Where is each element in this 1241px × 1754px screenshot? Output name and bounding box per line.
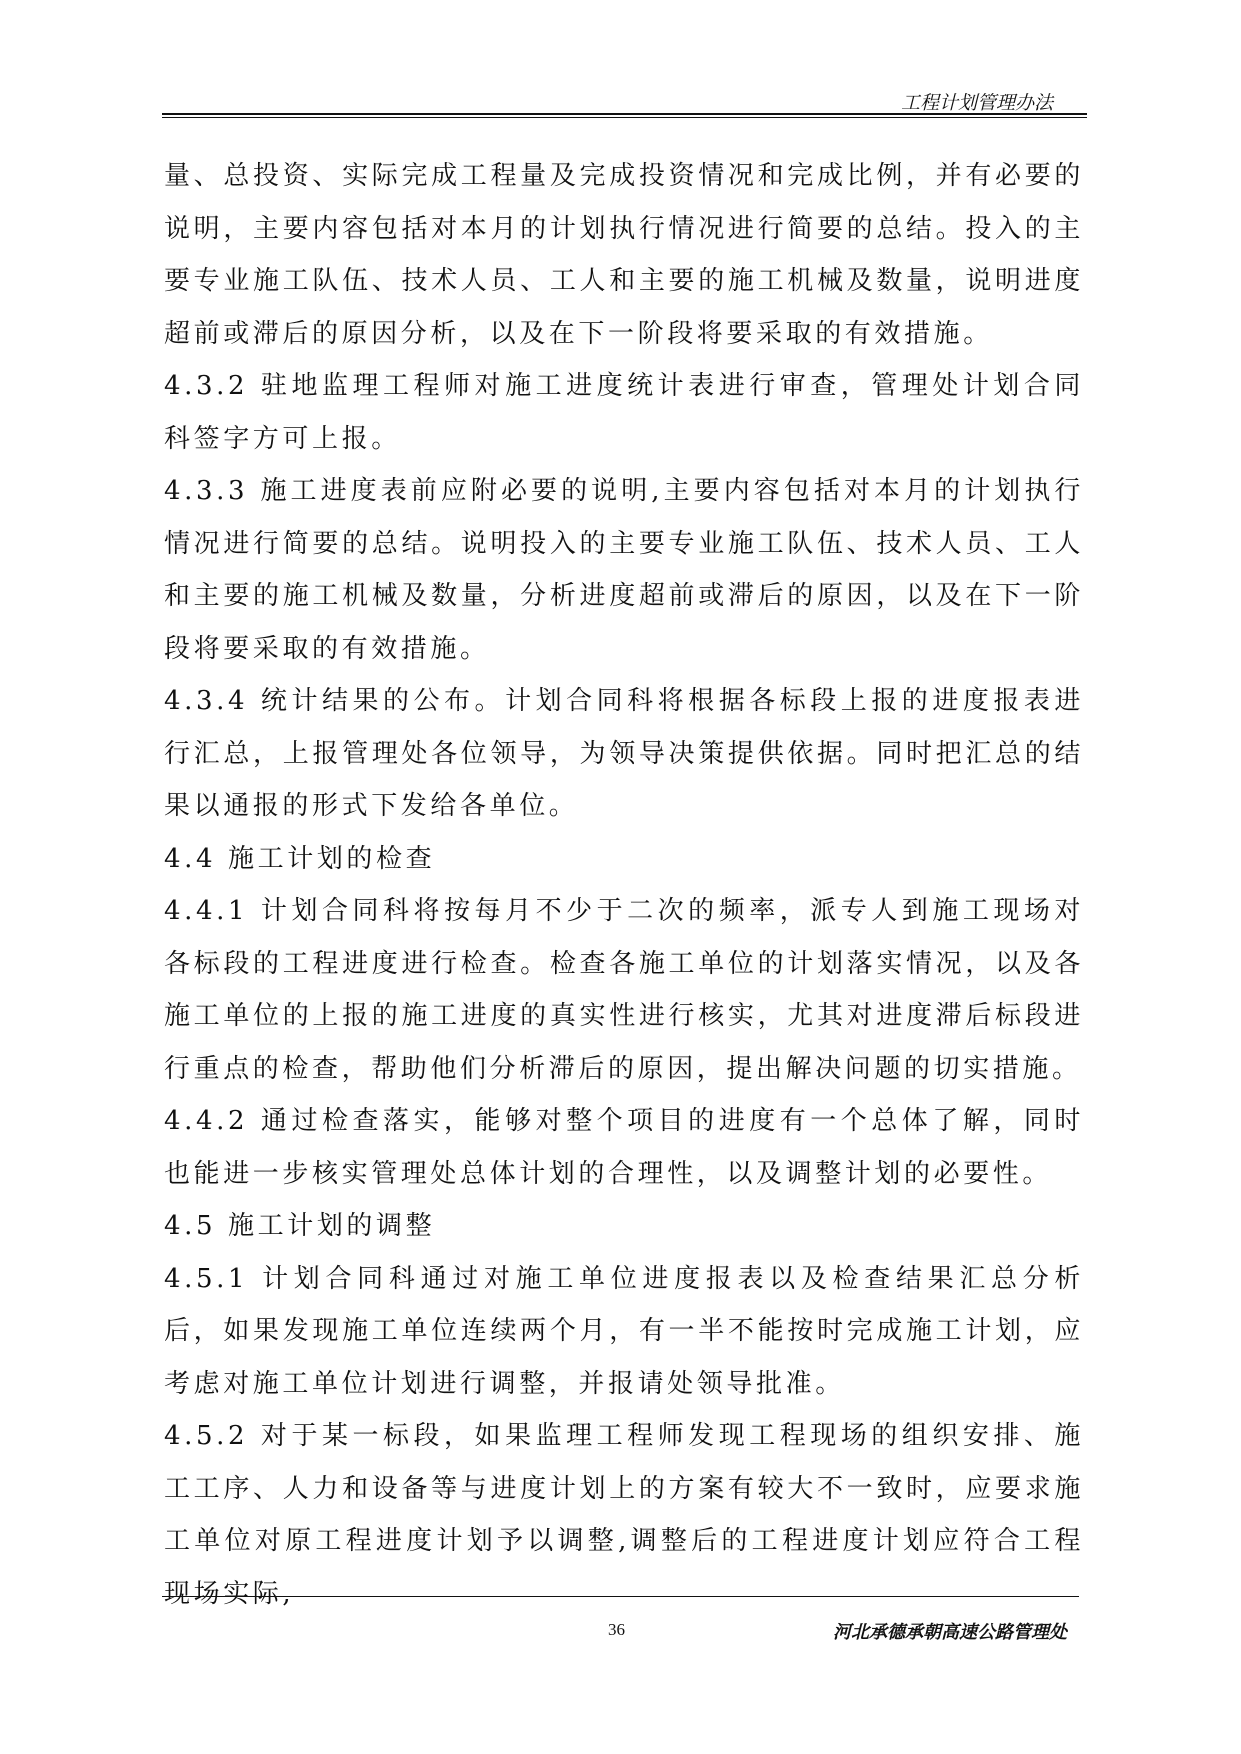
header-rule-thin [162, 117, 1087, 118]
body-paragraph: 4.5.1 计划合同科通过对施工单位进度报表以及检查结果汇总分析后，如果发现施工单位连续两个月，有一半不能按时完成施工计划，应考虑对施工单位计划进行调整，并报请处领导批准。 [164, 1263, 1084, 1399]
body-paragraph: 4.3.3 施工进度表前应附必要的说明,主要内容包括对本月的计划执行情况进行简要的总结。说明投入的主要专业施工队伍、技术人员、工人和主要的施工机械及数量，分析进度超前或滞后的原因，以及在下一阶段将要采取的有效措施。 [164, 476, 1084, 664]
body-paragraph: 4.3.4 统计结果的公布。计划合同科将根据各标段上报的进度报表进行汇总，上报管理处各位领导，为领导决策提供依据。同时把汇总的结果以通报的形式下发给各单位。 [164, 686, 1084, 821]
body-paragraph: 4.4.1 计划合同科将按每月不少于二次的频率，派专人到施工现场对各标段的工程进度进行检查。检查各施工单位的计划落实情况，以及各施工单位的上报的施工进度的真实性进行核实，尤其对进度滞后标段进行重点的检查，帮助他们分析滞后的原因，提出解决问题的切实措施。 [164, 896, 1084, 1084]
footer-rule [162, 1596, 1079, 1597]
section-heading: 4.5 施工计划的调整 [164, 1211, 436, 1241]
running-header-title: 工程计划管理办法 [900, 92, 1053, 114]
page-number: 36 [608, 1620, 625, 1639]
body-paragraph: 4.4.2 通过检查落实，能够对整个项目的进度有一个总体了解，同时也能进一步核实管理处总体计划的合理性，以及调整计划的必要性。 [164, 1106, 1084, 1189]
body-paragraph: 量、总投资、实际完成工程量及完成投资情况和完成比例，并有必要的说明，主要内容包括对本月的计划执行情况进行简要的总结。投入的主要专业施工队伍、技术人员、工人和主要的施工机械及数量，说明进度超前或滞后的原因分析，以及在下一阶段将要采取的有效措施。 [164, 161, 1084, 349]
document-body [164, 150, 1084, 1620]
header-rule [162, 113, 1087, 115]
body-paragraph: 4.3.2 驻地监理工程师对施工进度统计表进行审查，管理处计划合同科签字方可上报。 [164, 371, 1084, 454]
body-paragraph: 4.5.2 对于某一标段，如果监理工程师发现工程现场的组织安排、施工工序、人力和设备等与进度计划上的方案有较大不一致时，应要求施工单位对原工程进度计划予以调整,调整后的工程进度计划应符合工程现场实际, [164, 1421, 1084, 1609]
footer-organization: 河北承德承朝高速公路管理处 [833, 1622, 1067, 1643]
section-heading: 4.4 施工计划的检查 [164, 843, 436, 874]
